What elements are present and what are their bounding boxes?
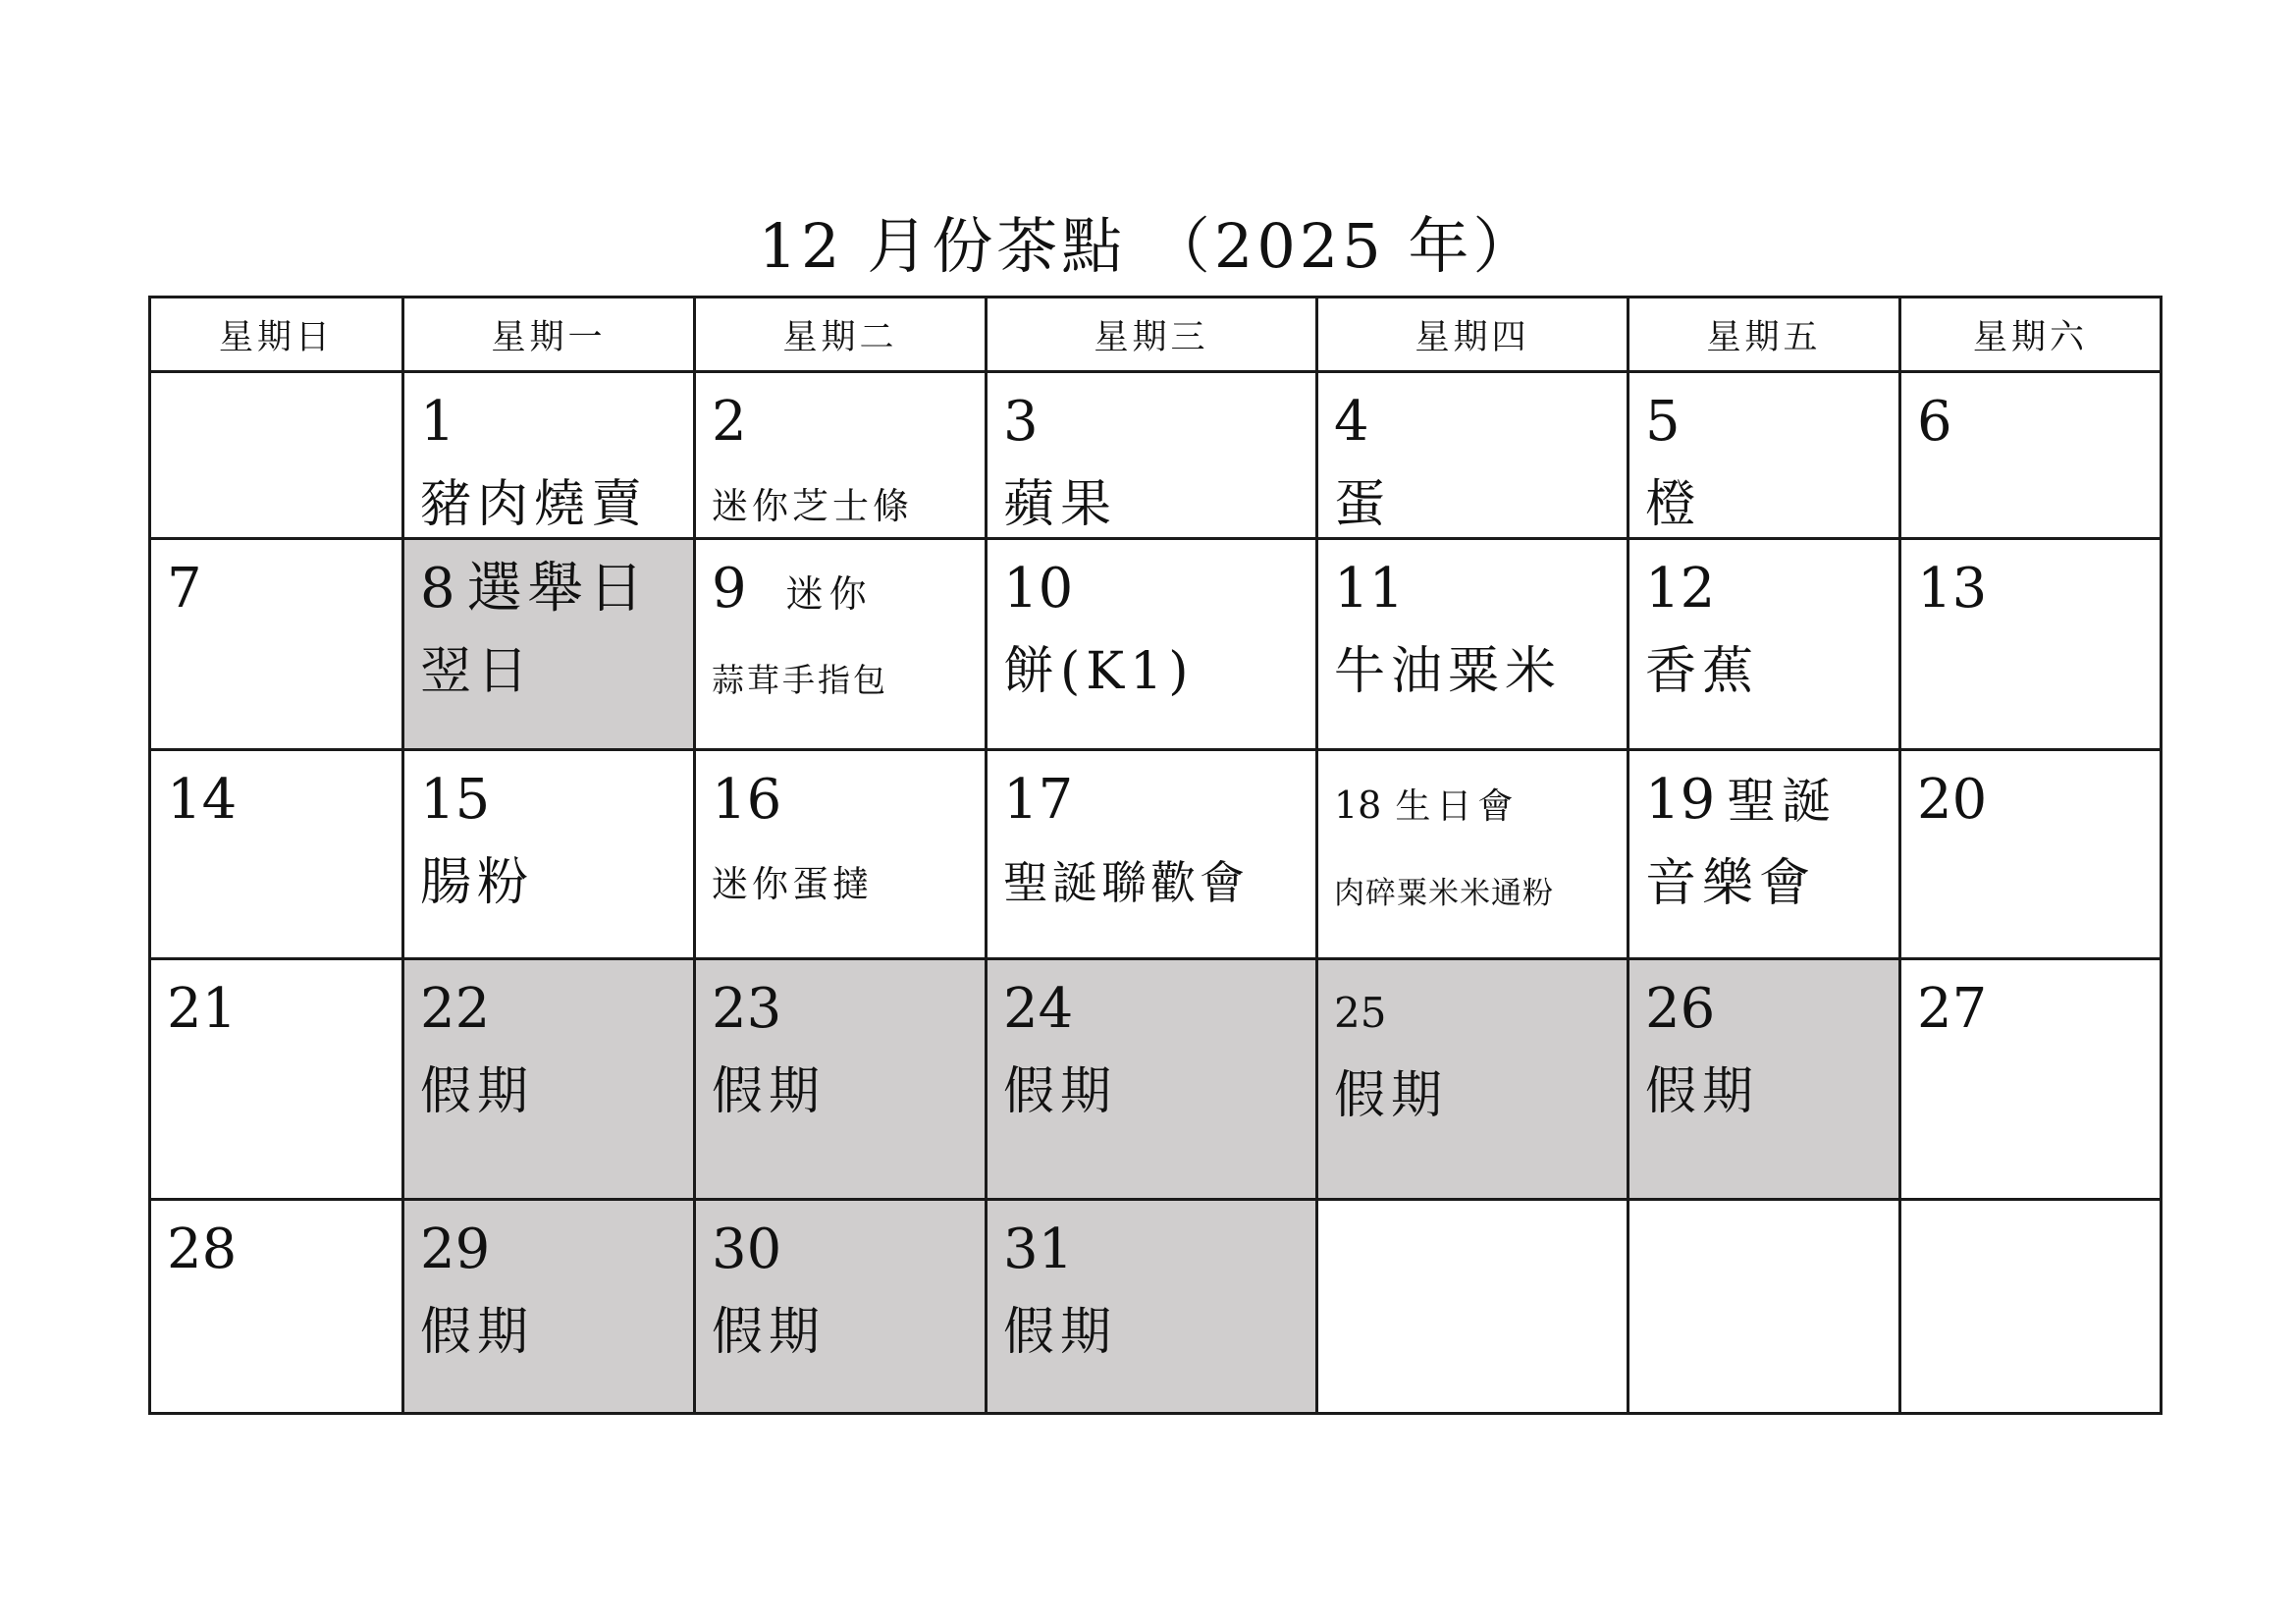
weekday-header-tue: 星期二 [695,298,987,372]
snack-label: 假期 [1645,1062,1760,1121]
weekday-header-sat: 星期六 [1900,298,2162,372]
day-number: 10 [1003,557,1074,621]
day-cell-holiday [403,1200,695,1414]
day-number: 12 [1645,557,1716,621]
day-cell [150,1200,403,1414]
day-cell [695,750,987,959]
day-cell [150,539,403,750]
snack-label: 餅(K1) [1003,642,1195,701]
day-number: 25 [1334,989,1387,1037]
day-number: 8 [420,557,455,621]
snack-label: 蛋 [1334,475,1392,534]
day-cell-holiday [695,959,987,1200]
snack-label: 腸粉 [420,853,535,912]
snack-label: 牛油粟米 [1334,642,1563,701]
day-number: 20 [1917,768,1988,832]
day-number: 23 [712,977,782,1041]
day-number: 21 [167,977,238,1041]
snack-label: 迷你芝士條 [712,485,913,527]
day-number: 26 [1645,977,1716,1041]
day-cell [695,539,987,750]
day-number: 5 [1645,390,1681,454]
day-number: 30 [712,1218,782,1281]
day-cell [1900,750,2162,959]
day-cell-empty [1900,1200,2162,1414]
snack-label: 香蕉 [1645,642,1760,701]
day-number: 2 [712,390,747,454]
day-number: 15 [420,768,491,832]
week-row [150,750,2162,959]
day-cell-empty [150,372,403,539]
snack-label: 假期 [420,1303,535,1362]
day-cell-holiday [987,1200,1317,1414]
week-row [150,372,2162,539]
snack-label: 聖誕聯歡會 [1003,856,1249,909]
weekday-header-row [150,298,2162,372]
snack-label: 肉碎粟米米通粉 [1334,876,1554,911]
day-number: 29 [420,1218,491,1281]
day-number: 27 [1917,977,1988,1041]
day-cell [150,959,403,1200]
day-number: 13 [1917,557,1988,621]
snack-label: 豬肉燒賣 [420,475,649,534]
day-cell [987,372,1317,539]
day-number: 16 [712,768,782,832]
day-number: 24 [1003,977,1074,1041]
snack-label: 橙 [1645,475,1703,534]
snack-label: 假期 [420,1062,535,1121]
day-cell-holiday [695,1200,987,1414]
day-number: 6 [1917,390,1952,454]
weekday-header-thu: 星期四 [1317,298,1629,372]
weekday-header-fri: 星期五 [1629,298,1900,372]
day-number: 28 [167,1218,238,1281]
day-cell-holiday [987,959,1317,1200]
day-number: 1 [420,390,455,454]
snack-label: 假期 [712,1303,827,1362]
snack-label: 迷你蛋撻 [712,863,873,905]
day-number: 31 [1003,1218,1074,1281]
day-number: 4 [1334,390,1369,454]
snack-label: 蘋果 [1003,475,1118,534]
snack-label: 翌日 [420,642,535,701]
day-cell [1629,372,1900,539]
day-number: 7 [167,557,202,621]
day-cell [987,750,1317,959]
day-cell [1629,539,1900,750]
snack-label: 假期 [1003,1303,1118,1362]
day-cell [695,372,987,539]
day-cell [987,539,1317,750]
day-cell [1317,539,1629,750]
day-cell [1629,750,1900,959]
day-cell-holiday [403,959,695,1200]
weekday-header-mon: 星期一 [403,298,695,372]
day-number: 18 [1334,784,1382,827]
weekday-header-sun: 星期日 [150,298,403,372]
day-number: 11 [1334,557,1405,621]
day-number: 9 [712,557,747,621]
day-cell [150,750,403,959]
event-label: 生日會 [1395,786,1520,827]
day-cell-holiday [403,539,695,750]
snack-label: 蒜茸手指包 [712,661,888,699]
event-label: 迷你 [785,572,873,616]
day-cell-empty [1629,1200,1900,1414]
day-number: 14 [167,768,238,832]
day-cell-holiday [1629,959,1900,1200]
day-number: 19 [1645,768,1716,832]
day-cell [1900,372,2162,539]
day-cell [403,750,695,959]
week-row [150,959,2162,1200]
day-cell-holiday [1317,959,1629,1200]
snack-label: 音樂會 [1645,854,1817,913]
day-cell [1900,539,2162,750]
week-row [150,1200,2162,1414]
week-row [150,539,2162,750]
day-number: 3 [1003,390,1039,454]
day-number: 22 [420,977,491,1041]
snack-label: 假期 [712,1062,827,1121]
day-cell [403,372,695,539]
page-title: 12 月份茶點 （2025 年） [758,210,1538,282]
event-label: 選舉日 [466,557,650,621]
day-cell-empty [1317,1200,1629,1414]
calendar-table [148,296,2163,1415]
snack-label: 假期 [1334,1066,1449,1125]
event-label: 聖誕 [1727,773,1838,830]
day-cell [1317,372,1629,539]
weekday-header-wed: 星期三 [987,298,1317,372]
day-cell [1317,750,1629,959]
day-cell [1900,959,2162,1200]
snack-label: 假期 [1003,1062,1118,1121]
day-number: 17 [1003,768,1074,832]
